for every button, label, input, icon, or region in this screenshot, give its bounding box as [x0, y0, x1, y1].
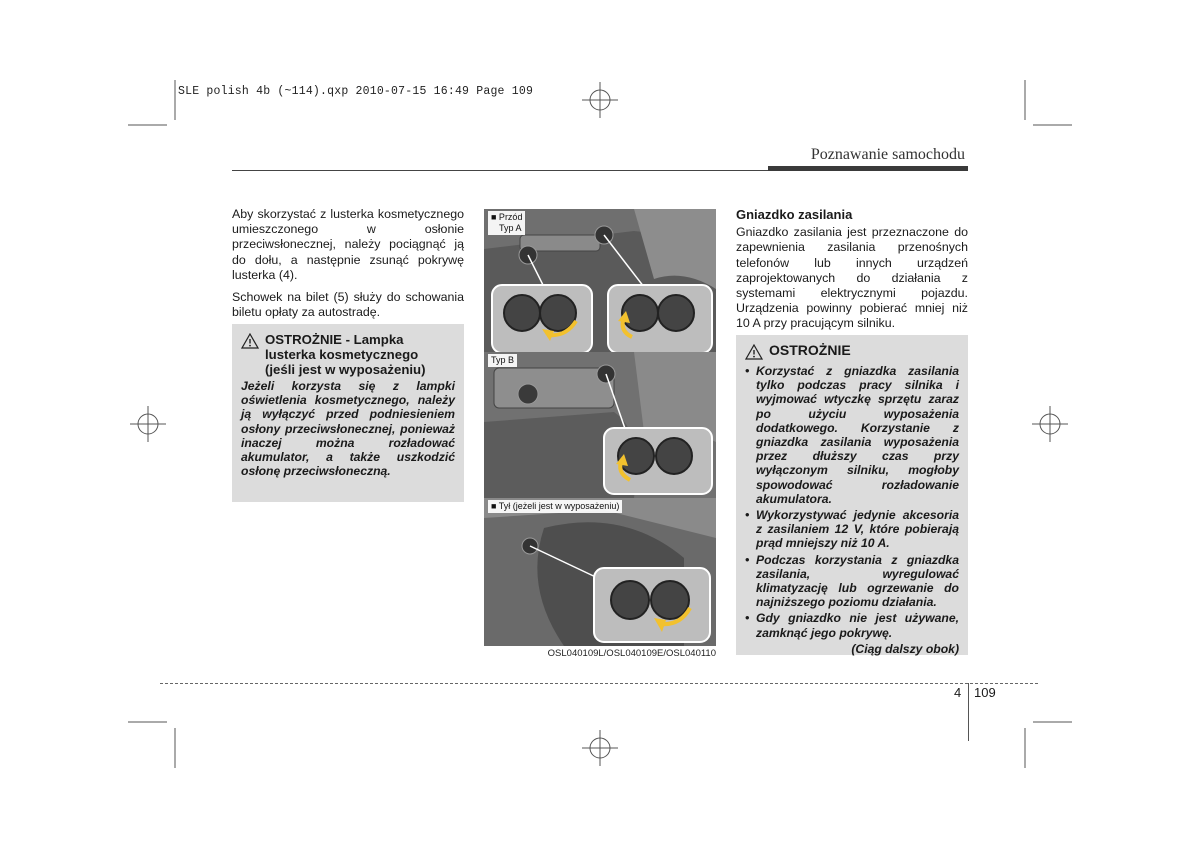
- console-illustration: [484, 352, 716, 498]
- figure-rear: [484, 498, 716, 646]
- figure-caption: OSL040109L/OSL040109E/OSL040110: [547, 648, 716, 659]
- figure-label-rear: ■ Tył (jeżeli jest w wyposażeniu): [488, 500, 622, 513]
- left-column: [232, 207, 464, 327]
- warning-icon: [241, 333, 259, 349]
- caution-bullet: • Gdy gniazdko nie jest używane, zamknąć jego pokrywę.: [745, 611, 959, 639]
- figure-front-type-b: [484, 352, 716, 498]
- print-slug: SLE polish 4b (~114).qxp 2010-07-15 16:49 Page 109: [178, 85, 534, 98]
- page-number-divider: [968, 683, 969, 741]
- paragraph-power-outlet: Gniazdko zasilania jest przeznaczone do zapewnienia zasilania przenośnych telefonów lub innych urządzeń zaprojektowanych do działania z systemami elektrycznymi pojazdu. Urządzenia powinny pobierać mniej niż 10 A przy pracującym silniku.: [736, 225, 968, 331]
- caution-bullet: • Wykorzystywać jedynie akcesoria z zasilaniem 12 V, które pobierają prąd mniejszy niż 10 A.: [745, 508, 959, 551]
- paragraph-vanity-mirror: Aby skorzystać z lusterka kosmetycznego umieszczonego w osłonie przeciwsłonecznej, należy pociągnąć ją do dołu, a następnie zsunąć pokrywę lusterka (4).: [232, 207, 464, 282]
- chapter-number: 4: [954, 685, 962, 700]
- caution-title: OSTROŻNIE: [769, 342, 851, 358]
- caution-bullet: • Podczas korzystania z gniazdka zasilania, wyregulować klimatyzację lub ogrzewanie do najniższego poziomu działania.: [745, 553, 959, 610]
- header-rule-accent: [768, 166, 968, 171]
- page-number: 109: [974, 685, 996, 700]
- caution-title: OSTROŻNIE - Lampka lusterka kosmetycznego (jeśli jest w wyposażeniu): [265, 332, 426, 377]
- section-heading-power-outlet: Gniazdko zasilania: [736, 207, 853, 222]
- figure-label-type-b: Typ B: [488, 354, 517, 367]
- paragraph-ticket-holder: Schowek na bilet (5) służy do schowania biletu opłaty za autostradę.: [232, 290, 464, 320]
- warning-icon: [745, 344, 763, 360]
- caution-box-power-outlet: [736, 335, 968, 655]
- figure-front-type-a: [484, 209, 716, 355]
- caution-text: Jeżeli korzysta się z lampki oświetlenia kosmetycznego, należy ją wyłączyć przed podniesieniem osłony przeciwsłonecznej, ponieważ inaczej można rozładować akumulator, a także uszkodzić osłonę przeciwsłoneczną.: [241, 379, 455, 479]
- caution-box-vanity-lamp: [232, 324, 464, 502]
- right-column: [736, 207, 968, 332]
- continued-note: (Ciąg dalszy obok): [851, 641, 959, 656]
- section-title: Poznawanie samochodu: [810, 146, 965, 163]
- figure-label-front: ■ Przód Typ A: [488, 211, 525, 235]
- rear-outlet-illustration: [484, 498, 716, 646]
- footer-dashed-rule: [160, 683, 1038, 684]
- caution-bullet: • Korzystać z gniazdka zasilania tylko podczas pracy silnika i wyjmować wtyczkę sprzętu zaraz po użyciu wyposażenia dodatkowego. Korzystanie z gniazdka zasilania wyposażenia przez dłuższy czas przy wyłączonym silniku, mogłoby spowodować rozładowanie akumulatora.: [745, 364, 959, 506]
